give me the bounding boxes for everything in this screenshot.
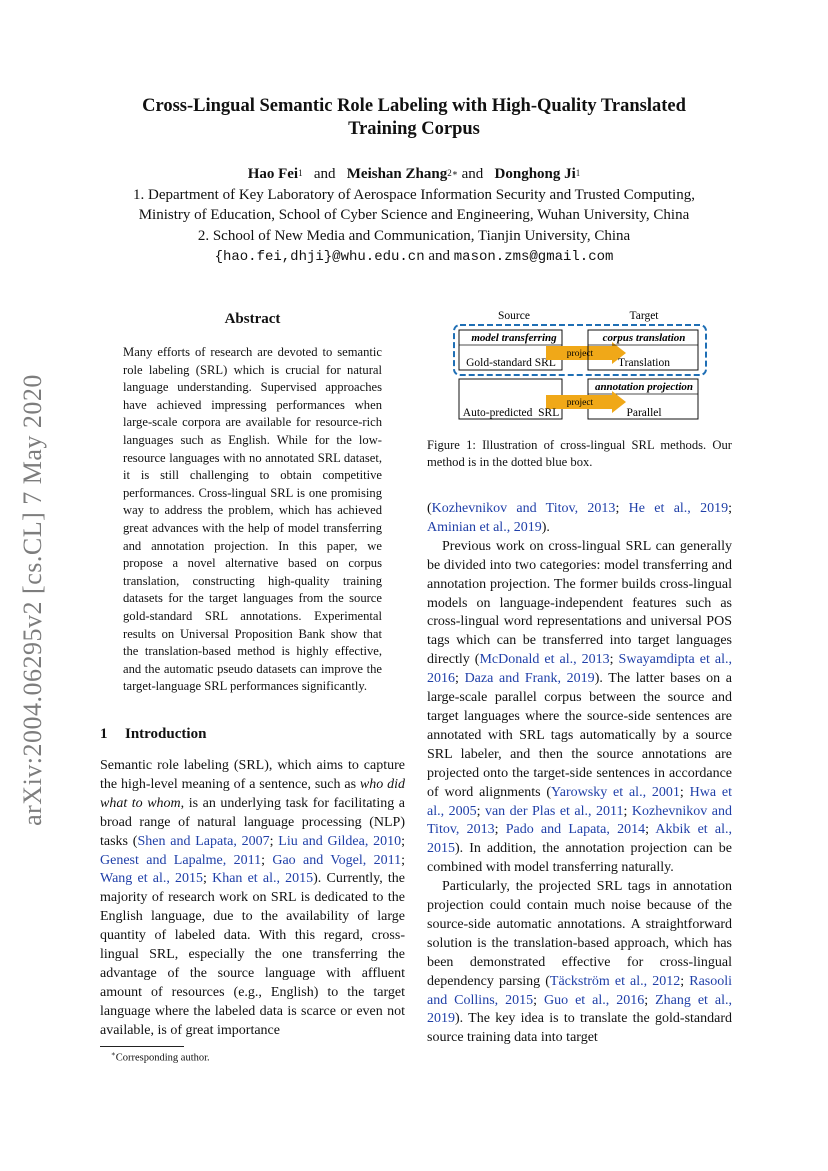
- text-run: ). In addition, the annotation projection can be combined with model transferring naturally.: [427, 841, 732, 876]
- right-column-text: [427, 500, 732, 1048]
- citation-link[interactable]: Aminian et al., 2019: [427, 519, 542, 535]
- citation-link[interactable]: He et al., 2019: [628, 501, 729, 516]
- translation-label: Translation: [618, 357, 670, 369]
- citation-link[interactable]: Akbik et al., 2015: [427, 822, 732, 857]
- section-number: 1: [100, 726, 108, 742]
- email-line: [80, 246, 748, 268]
- citation-link[interactable]: Shen and Lapata, 2007: [137, 833, 270, 849]
- email-2[interactable]: mason.zms@gmail.com: [453, 249, 614, 265]
- citation-link[interactable]: Gao and Vogel, 2011: [272, 852, 402, 868]
- text-run: ).: [541, 519, 550, 535]
- text-run: ;: [609, 652, 619, 668]
- citation-link[interactable]: Täckström et al., 2012: [549, 973, 681, 989]
- text-run: , is an underlying task for facilitating a broad range of natural language processing (NLP) tasks (: [100, 795, 405, 849]
- title-line-2: Training Corpus: [348, 119, 480, 139]
- citation-link[interactable]: Khan et al., 2015: [212, 871, 314, 887]
- email-1[interactable]: {hao.fei,dhji}@whu.edu.cn: [214, 249, 425, 265]
- author-2: Meishan Zhang: [346, 166, 448, 182]
- affiliation-1-line-2: Ministry of Education, School of Cyber Science and Engineering, Wuhan University, China: [138, 207, 690, 223]
- text-run: ;: [476, 803, 485, 819]
- text-run: ;: [261, 852, 273, 868]
- figure-target-label: Target: [629, 310, 659, 322]
- citation-link[interactable]: Genest and Lapalme, 2011: [100, 852, 262, 868]
- text-run: ;: [401, 852, 405, 868]
- figure-source-label: Source: [498, 310, 530, 322]
- citation-link[interactable]: Rasooli and Collins, 2015: [427, 973, 733, 1008]
- text-run: (: [427, 501, 432, 516]
- citation-link[interactable]: van der Plas et al., 2011: [484, 803, 624, 819]
- arxiv-sidebar: [8, 360, 58, 840]
- citation-link[interactable]: Hwa et al., 2005: [427, 784, 733, 819]
- author-and-1: and: [313, 166, 336, 182]
- project-label-1: project: [566, 349, 594, 359]
- text-run: ). Currently, the majority of research work on SRL is dedicated to the English language, due to the availability of large quantity of labeled data. With this regard, cross-lingual SRL, especially the one transferring the advantage of the source language with affluent amount of resources (e.g., English) to the target language where the labeled data is scarce or even not available, is of great importance: [100, 871, 405, 1038]
- parallel-label: Parallel: [626, 407, 662, 419]
- email-and: and: [428, 248, 451, 264]
- text-run: Particularly, the projected SRL tags in annotation projection could contain much noise because of the source-side automatic annotations. A straightforward solution is the translation-based approach, which has been demonstrated effective for cross-lingual dependency parsing (: [427, 879, 732, 989]
- section-heading-introduction: [100, 726, 206, 743]
- text-run: ;: [680, 973, 690, 989]
- text-run: ;: [644, 992, 656, 1008]
- author-3: Donghong Ji: [494, 166, 576, 182]
- figure-1-diagram: [450, 305, 712, 425]
- footnote: [111, 1050, 210, 1064]
- abstract-text: Many efforts of research are devoted to semantic role labeling (SRL) which is crucial for natural language understanding. Supervised approaches have achieved impressing performances when large-scale corpora are available for resource-rich languages such as English. While for the low-resource languages with no annotated SRL dataset, it is still challenging to obtain competitive performances. Cross-lingual SRL is one promising way to address the problem, which has achieved great advances with the help of model transferring and annotation projection. In this paper, we propose a novel alternative based on corpus translation, constructing high-quality training datasets for the target languages from the source gold-standard SRL annotations. Experimental results on Universal Proposition Bank show that the translation-based method is highly effective, and the automatic pseudo datasets can improve the target-language SRL performances significantly.: [123, 345, 382, 694]
- text-run: Previous work on cross-lingual SRL can generally be divided into two categories: model transferring and annotation projection. The former builds cross-lingual models on language-independent features such as cross-lingual word representations and universal POS tags which can be transferred into target languages directly (: [427, 538, 732, 668]
- text-run: ;: [645, 822, 656, 838]
- affiliation-1-line-1: 1. Department of Key Laboratory of Aerospace Information Security and Trusted Computing,: [133, 186, 695, 203]
- author-and-2: and: [461, 166, 484, 182]
- gold-standard-srl-label: Gold-standard SRL: [466, 357, 556, 369]
- author-1-sup: 1: [298, 168, 303, 178]
- arxiv-identifier: arXiv:2004.06295v2 [cs.CL] 7 May 2020: [18, 374, 47, 826]
- paragraph-particularly: [427, 878, 732, 1048]
- citation-link[interactable]: Kozhevnikov and Titov, 2013: [431, 501, 616, 516]
- citation-link[interactable]: Wang et al., 2015: [100, 871, 204, 887]
- title-line-1: Cross-Lingual Semantic Role Labeling with High-Quality Translated: [142, 96, 686, 116]
- text-run: ;: [615, 501, 629, 516]
- author-line: [80, 164, 748, 185]
- text-run: ;: [679, 784, 690, 800]
- author-3-sup: 1: [575, 168, 581, 178]
- figure-1-caption: Figure 1: Illustration of cross-lingual SRL methods. Our method is in the dotted blue box.: [427, 438, 732, 470]
- author-2-sup: 2∗: [447, 168, 458, 178]
- citation-link[interactable]: Pado and Lapata, 2014: [505, 822, 646, 838]
- text-run: Semantic role labeling (SRL), which aims to capture the high-level meaning of a sentence, such as: [100, 758, 405, 792]
- model-transferring-label: model transferring: [471, 332, 557, 344]
- emphasis-text: who did what to whom: [100, 776, 406, 811]
- auto-predicted-srl-label: Auto-predicted SRL: [462, 407, 560, 419]
- project-label-2: project: [566, 398, 594, 408]
- abstract-heading: Abstract: [224, 311, 281, 327]
- corpus-translation-label: corpus translation: [602, 332, 686, 344]
- text-run: ;: [623, 803, 632, 819]
- citation-link[interactable]: Yarowsky et al., 2001: [551, 784, 680, 800]
- citation-link[interactable]: Swayamdipta et al., 2016: [427, 652, 733, 687]
- text-run: ;: [494, 822, 506, 838]
- author-1: Hao Fei: [247, 166, 299, 182]
- affiliation-2: 2. School of New Media and Communication, Tianjin University, China: [197, 227, 631, 244]
- text-run: ;: [269, 833, 279, 849]
- author-block: [80, 164, 748, 268]
- section-title: Introduction: [125, 726, 207, 742]
- paragraph-continuation: [427, 500, 732, 538]
- footnote-text: Corresponding author.: [115, 1052, 210, 1064]
- citation-link[interactable]: McDonald et al., 2013: [479, 652, 610, 668]
- text-run: ;: [533, 992, 544, 1008]
- text-run: ;: [203, 871, 213, 887]
- citation-link[interactable]: Daza and Frank, 2019: [464, 671, 595, 687]
- text-run: ). The latter bases on a large-scale parallel corpus between the source and target languages where the source-side sentences are annotated with SRL tags automatically by a source SRL labeler, and then the source annotations are projected onto the target-side sentences in accordance of word alignments (: [427, 671, 732, 800]
- intro-paragraph: [100, 757, 405, 1041]
- text-run: ;: [455, 671, 465, 687]
- footnote-rule: [100, 1046, 184, 1047]
- citation-link[interactable]: Liu and Gildea, 2010: [278, 833, 402, 849]
- paragraph-previous-work: [427, 538, 732, 878]
- text-run: ;: [728, 501, 732, 516]
- footnote-mark: ∗: [111, 1050, 116, 1058]
- citation-link[interactable]: Zhang et al., 2019: [427, 992, 733, 1027]
- text-run: ). The key idea is to translate the gold-standard source training data into target: [427, 1011, 732, 1046]
- paper-title: [100, 95, 728, 141]
- text-run: ;: [401, 833, 406, 849]
- annotation-projection-label: annotation projection: [594, 381, 694, 393]
- citation-link[interactable]: Guo et al., 2016: [544, 992, 645, 1008]
- citation-link[interactable]: Kozhevnikov and Titov, 2013: [427, 803, 732, 838]
